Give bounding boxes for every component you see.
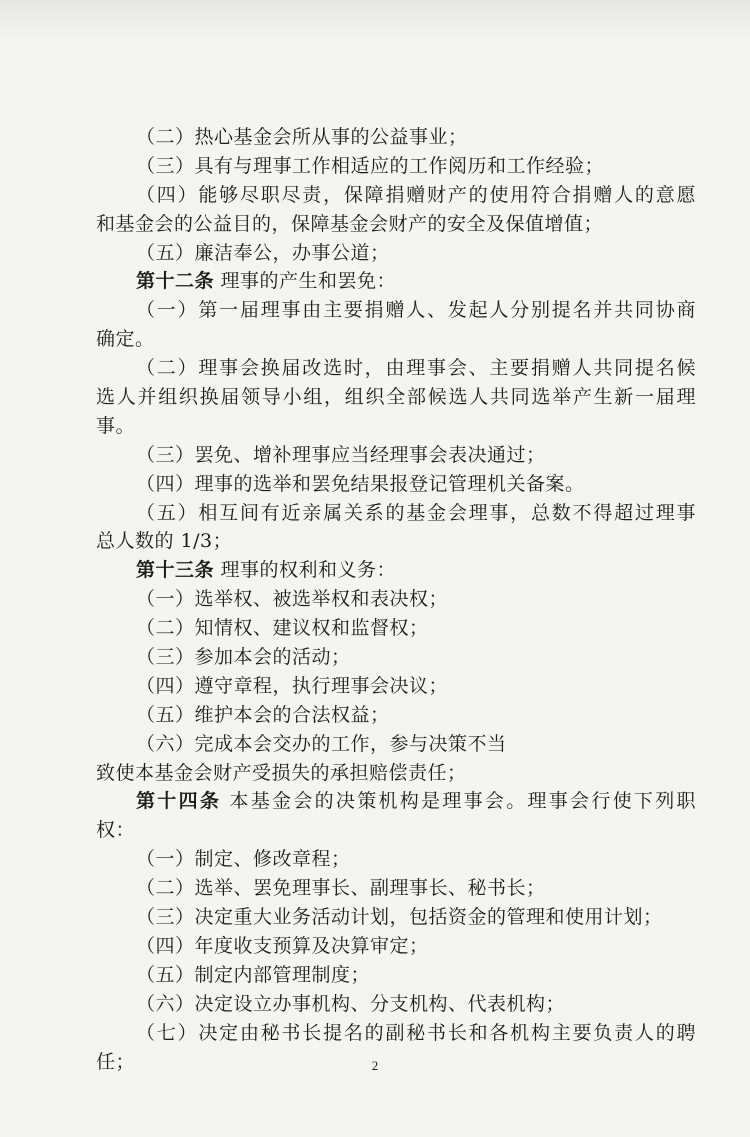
article-number: 第十三条	[136, 559, 215, 582]
line-text: 任；	[96, 1050, 136, 1073]
text-line	[96, 239, 696, 268]
line-text: （三）决定重大业务活动计划，包括资金的管理和使用计划；	[136, 906, 663, 929]
text-line	[96, 210, 696, 239]
line-text: （二）理事会换届改选时，由理事会、主要捐赠人共同提名候	[136, 357, 696, 380]
text-line	[96, 874, 696, 903]
line-text: （五）廉洁奉公，办事公道；	[136, 241, 390, 264]
text-line	[96, 181, 696, 210]
article-heading-line	[96, 267, 696, 296]
line-text: （三）具有与理事工作相适应的工作阅历和工作经验；	[136, 154, 605, 177]
line-text: 本基金会的决策机构是理事会。理事会行使下列职	[221, 790, 696, 813]
line-text: （五）相互间有近亲属关系的基金会理事，总数不得超过理事	[136, 501, 696, 524]
text-line	[96, 903, 696, 932]
line-text: （七）决定由秘书长提名的副秘书长和各机构主要负责人的聘	[136, 1021, 696, 1044]
article-heading-line	[96, 556, 696, 585]
text-line	[96, 354, 696, 383]
line-text: （六）决定设立办事机构、分支机构、代表机构；	[136, 992, 566, 1015]
text-line	[96, 441, 696, 470]
text-line	[96, 643, 696, 672]
text-line	[96, 701, 696, 730]
line-text: 事。	[96, 414, 136, 437]
text-line	[96, 499, 696, 528]
text-line	[96, 730, 696, 759]
line-text: 理事的产生和罢免：	[214, 270, 397, 293]
line-text: （二）知情权、建议权和监督权；	[136, 617, 429, 640]
text-line	[96, 614, 696, 643]
line-text: （二）选举、罢免理事长、副理事长、秘书长；	[136, 877, 546, 900]
text-line	[96, 759, 696, 788]
line-text: （六）完成本会交办的工作，参与决策不当	[136, 732, 507, 755]
text-line	[96, 527, 696, 556]
article-heading-line	[96, 787, 696, 816]
text-line	[96, 845, 696, 874]
text-line	[96, 123, 696, 152]
line-text: 和基金会的公益目的，保障基金会财产的安全及保值增值；	[96, 212, 604, 235]
line-text: 权：	[96, 819, 136, 842]
line-text: 致使本基金会财产受损失的承担赔偿责任；	[96, 761, 467, 784]
line-text: （一）制定、修改章程；	[136, 848, 351, 871]
line-text: （四）年度收支预算及决算审定；	[136, 934, 429, 957]
line-text: （三）罢免、增补理事应当经理事会表决通过；	[136, 443, 546, 466]
line-text: （一）选举权、被选举权和表决权；	[136, 588, 449, 611]
text-line	[96, 1019, 696, 1048]
text-line	[96, 152, 696, 181]
line-text: （五）维护本会的合法权益；	[136, 703, 390, 726]
line-text: （一）第一届理事由主要捐赠人、发起人分别提名并共同协商	[136, 299, 696, 322]
line-text: （五）制定内部管理制度；	[136, 963, 371, 986]
text-line	[96, 383, 696, 412]
line-text: （四）理事的选举和罢免结果报登记管理机关备案。	[136, 472, 585, 495]
article-number: 第十二条	[136, 270, 215, 293]
text-line	[96, 325, 696, 354]
scan-shadow	[0, 0, 750, 40]
line-text: （四）遵守章程，执行理事会决议；	[136, 674, 449, 697]
page-number: 2	[371, 1058, 379, 1073]
line-text: （四）能够尽职尽责，保障捐赠财产的使用符合捐赠人的意愿	[136, 183, 696, 206]
line-text: 确定。	[96, 328, 155, 351]
text-line	[96, 990, 696, 1019]
text-line	[96, 412, 696, 441]
text-line	[96, 296, 696, 325]
text-line	[96, 816, 696, 845]
article-number: 第十四条	[136, 790, 222, 813]
line-text: 理事的权利和义务：	[214, 559, 397, 582]
line-text: 总人数的 1/3；	[96, 530, 233, 553]
text-line	[96, 932, 696, 961]
text-line	[96, 470, 696, 499]
document-body	[96, 123, 696, 1076]
text-line	[96, 585, 696, 614]
line-text: 选人并组织换届领导小组，组织全部候选人共同选举产生新一届理	[96, 386, 696, 409]
text-line	[96, 672, 696, 701]
line-text: （三）参加本会的活动；	[136, 646, 351, 669]
text-line	[96, 961, 696, 990]
line-text: （二）热心基金会所从事的公益事业；	[136, 126, 468, 148]
